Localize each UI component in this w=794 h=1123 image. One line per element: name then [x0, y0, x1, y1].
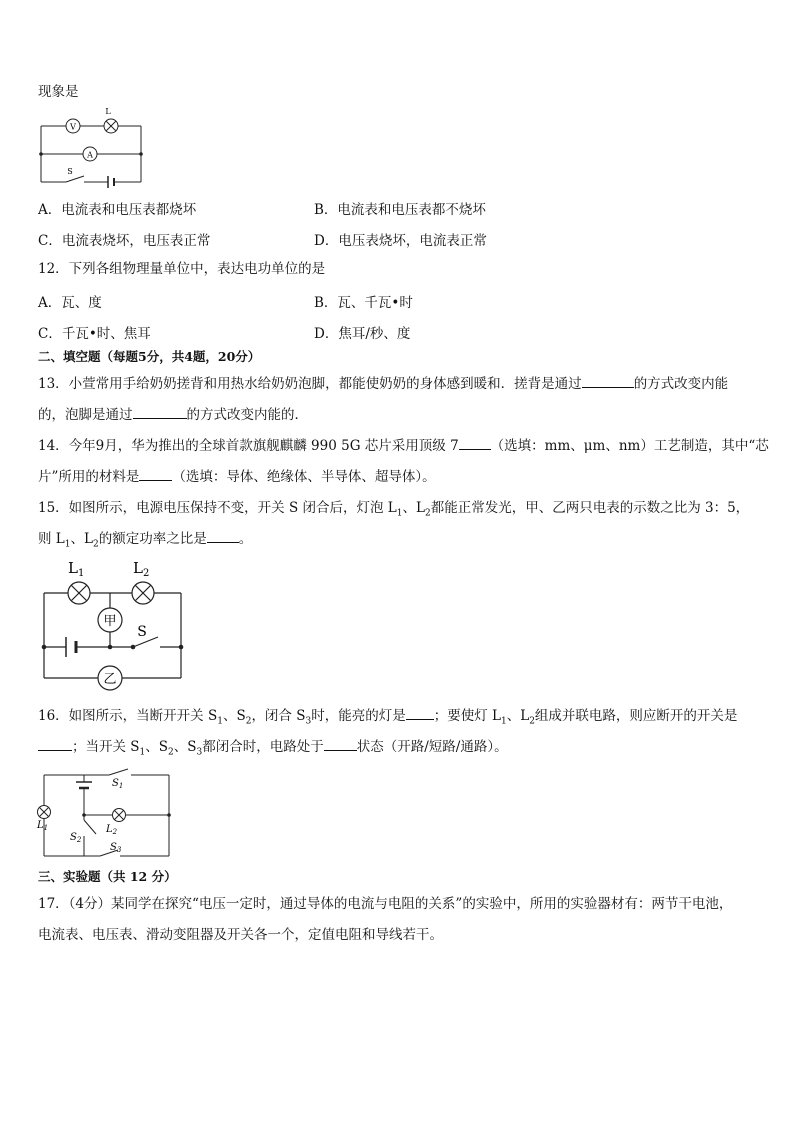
q12-option-a: A．瓦、度	[38, 295, 102, 311]
q14-text-1b: （选填：mm、μm、nm）工艺制造，其中“芯	[490, 438, 769, 454]
q15-text-2b: 、L	[70, 531, 93, 547]
q16-blank-3[interactable]	[324, 738, 357, 751]
q15-sub-2: 2	[424, 508, 431, 519]
q15-meter-yi-label: 乙	[103, 672, 117, 687]
q16-sub-h: 3	[196, 747, 203, 758]
q11-switch-label: S	[67, 167, 73, 176]
q11-lamp-label: L	[105, 107, 111, 116]
svg-text:S2	[70, 832, 82, 844]
q16-switch-s2-label: S	[70, 832, 77, 843]
q15-line-1	[38, 499, 749, 523]
q16-switch-s3-sub: 3	[116, 846, 122, 854]
q16-text-1d: 时，能亮的灯是	[311, 708, 406, 724]
q15-lamp-l2-label: L	[133, 559, 143, 577]
svg-text:L1	[36, 820, 48, 832]
q11-option-b: B．电流表和电压表都不烧坏	[314, 202, 486, 218]
q16-text-1g: 组成并联电路，则应断开的开关是	[534, 708, 738, 724]
q16-sub-d: 1	[500, 716, 507, 727]
q14-text-2a: 片”所用的材料是	[38, 469, 140, 485]
q12-stem: 12．下列各组物理量单位中，表达电功单位的是	[38, 261, 326, 277]
q14-line-2	[38, 468, 436, 486]
section-3-title: 三、实验题（共 12 分）	[38, 869, 177, 884]
q16-lamp-l2-label: L	[106, 824, 113, 835]
q15-text-2d: 。	[238, 531, 253, 547]
svg-text:S1	[112, 778, 123, 790]
q15-lamp-l1-sub: 1	[77, 568, 85, 579]
q15-meter-jia-label: 甲	[103, 614, 117, 629]
q13-line-2	[38, 406, 308, 424]
q16-switch-s1-sub: 1	[118, 782, 124, 790]
q16-sub-g: 2	[168, 747, 174, 758]
q16-text-1f: 、L	[506, 708, 530, 724]
q15-text-1b: 、L	[402, 500, 425, 516]
q11-ammeter-label: A	[87, 150, 93, 160]
q12-option-c: C．千瓦•时、焦耳	[38, 326, 151, 342]
q16-text-1a: 16．如图所示，当断开开关 S	[38, 708, 218, 724]
q16-lamp-l1-sub: 1	[43, 824, 49, 832]
q16-blank-1[interactable]	[406, 707, 434, 720]
q13-text-2a: 的，泡脚是通过	[38, 407, 133, 423]
q16-text-2a: ；当开关 S	[72, 739, 140, 755]
q15-text-2c: 的额定功率之比是	[98, 531, 207, 547]
q17-line-2: 电流表、电压表、滑动变阻器及开关各一个，定值电阻和导线若干。	[38, 927, 443, 943]
q15-sub-1: 1	[396, 508, 403, 519]
q16-lamp-l1-label: L	[37, 820, 44, 831]
q15-sub-2b: 2	[92, 539, 99, 550]
q16-blank-2[interactable]	[38, 738, 72, 751]
q11-stem-tail: 现象是	[38, 84, 79, 100]
svg-text:L1	[68, 559, 84, 579]
q13-text-1a: 13．小萱常用手给奶奶搓背和用热水给奶奶泡脚，都能使奶奶的身体感到暖和．搓背是通过	[38, 376, 582, 392]
q14-blank-2[interactable]	[139, 468, 172, 481]
q15-text-2a: 则 L	[38, 531, 65, 547]
q12-option-b: B．瓦、千瓦•时	[314, 295, 413, 311]
q16-text-1e: ；要使灯 L	[433, 708, 501, 724]
q14-line-1	[38, 437, 769, 455]
q13-blank-2[interactable]	[133, 406, 187, 419]
q15-lamp-l2-sub: 2	[142, 568, 150, 579]
q16-sub-c: 3	[305, 716, 312, 727]
q15-circuit-diagram	[38, 558, 188, 698]
q14-blank-1[interactable]	[459, 437, 491, 450]
q15-switch-label: S	[137, 624, 147, 640]
q16-line-2	[38, 738, 508, 762]
q16-switch-s2-sub: 2	[76, 836, 82, 844]
q16-text-2c: 、S	[173, 739, 197, 755]
q15-line-2	[38, 530, 252, 554]
svg-text:S3	[110, 842, 122, 854]
q16-sub-e: 2	[529, 716, 535, 727]
q17-line-1: 17．（4分）某同学在探究“电压一定时，通过导体的电流与电阻的关系”的实验中，所用的实验器材有：两节干电池，	[38, 896, 733, 912]
q11-voltmeter-label: V	[70, 122, 76, 132]
q11-option-a: A．电流表和电压表都烧坏	[38, 202, 197, 218]
q16-text-2b: 、S	[145, 739, 169, 755]
q16-text-2e: 状态（开路/短路/通路）。	[356, 739, 508, 755]
q15-lamp-l1-label: L	[68, 559, 78, 577]
q16-circuit-diagram	[32, 767, 177, 862]
q11-option-d: D．电压表烧坏，电流表正常	[314, 233, 487, 249]
q15-blank[interactable]	[207, 530, 239, 543]
section-2-title: 二、填空题（每题5分，共4题，20分）	[38, 349, 261, 364]
q14-text-2b: （选填：导体、绝缘体、半导体、超导体）。	[172, 469, 436, 485]
q16-switch-s3-label: S	[110, 842, 117, 853]
q16-switch-s1-label: S	[112, 778, 119, 789]
q15-text-1a: 15．如图所示，电源电压保持不变，开关 S 闭合后，灯泡 L	[38, 500, 397, 516]
q16-sub-b: 2	[245, 716, 252, 727]
q16-sub-a: 1	[217, 716, 223, 727]
q11-circuit-diagram	[38, 103, 148, 188]
q13-blank-1[interactable]	[582, 375, 634, 388]
q16-line-1	[38, 707, 737, 731]
q13-text-2b: 的方式改变内能的．	[186, 407, 308, 423]
q16-text-1b: 、S	[222, 708, 246, 724]
svg-text:L2	[133, 559, 149, 579]
q13-line-1	[38, 375, 728, 393]
q16-lamp-l2-sub: 2	[112, 828, 118, 836]
q11-option-c: C．电流表烧坏，电压表正常	[38, 233, 211, 249]
q16-text-2d: 都闭合时，电路处于	[202, 739, 324, 755]
q13-text-1b: 的方式改变内能	[633, 376, 729, 392]
svg-text:L2	[105, 824, 118, 836]
q15-text-1c: 都能正常发光，甲、乙两只电表的示数之比为 3：5，	[430, 500, 750, 516]
q16-sub-f: 1	[139, 747, 146, 758]
q16-text-1c: ，闭合 S	[251, 708, 306, 724]
q15-sub-1b: 1	[64, 539, 71, 550]
q12-option-d: D．焦耳/秒、度	[314, 326, 411, 342]
q14-text-1a: 14．今年9月，华为推出的全球首款旗舰麒麟 990 5G 芯片采用顶级 7	[38, 438, 459, 454]
